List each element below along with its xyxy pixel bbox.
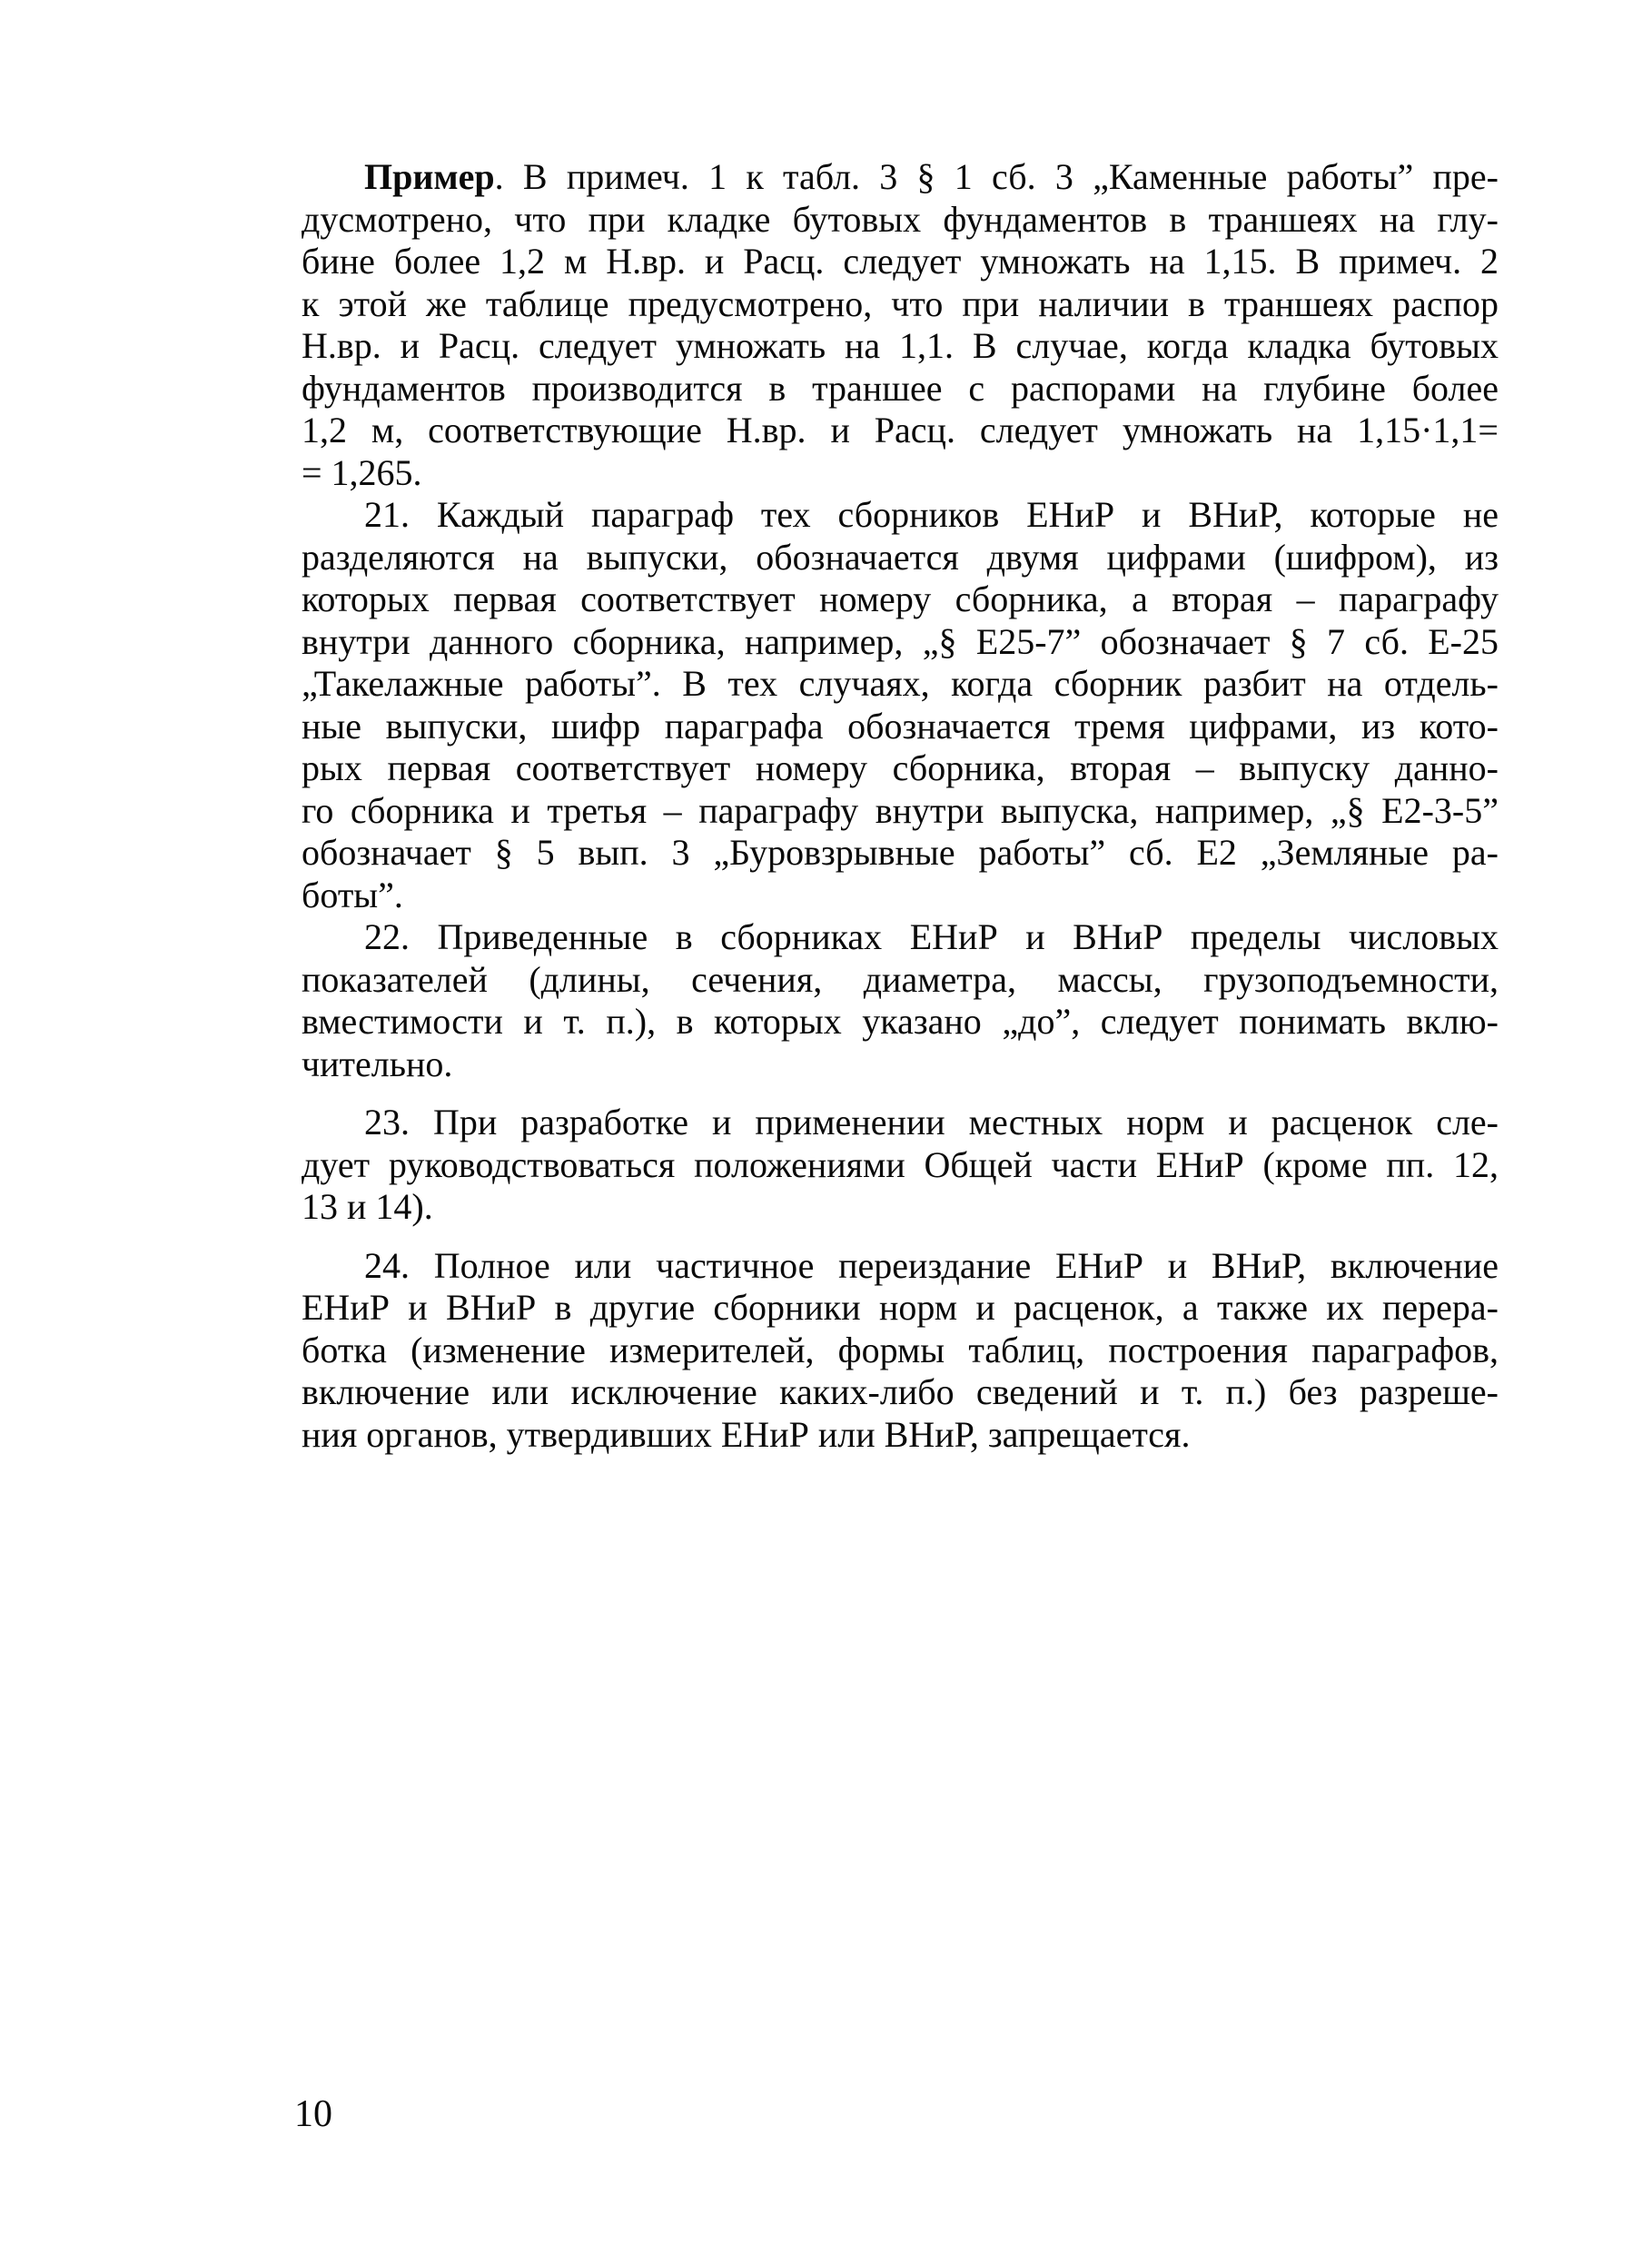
text-line: вместимости и т. п.), в которых указано „до”, следует понимать вклю- xyxy=(302,1001,1499,1042)
text-line: „Такелажные работы”. В тех случаях, когда сборник разбит на отдель- xyxy=(302,663,1499,704)
text-line: рых первая соответствует номеру сборника, вторая – выпуску данно- xyxy=(302,747,1499,788)
text-line: дусмотрено, что при кладке бутовых фундаментов в траншеях на глу- xyxy=(302,198,1499,240)
text-line: внутри данного сборника, например, „§ Е25-7” обозначает § 7 сб. Е-25 xyxy=(302,620,1499,662)
paragraph-23 xyxy=(302,1102,1499,1229)
text-line: дует руководствоваться положениями Общей части ЕНиР (кроме пп. 12, xyxy=(302,1143,1499,1185)
paragraph-22 xyxy=(302,916,1499,1085)
paragraph-21 xyxy=(302,494,1499,916)
text-line: чительно. xyxy=(302,1043,453,1084)
text-line: го сборника и третья – параграфу внутри выпуска, например, „§ Е2-3-5” xyxy=(302,789,1499,831)
text-line: 24. Полное или частичное переиздание ЕНиР и ВНиР, включение xyxy=(364,1244,1499,1286)
text-line: включение или исключение каких-либо сведений и т. п.) без разреше- xyxy=(302,1371,1499,1412)
text-line: фундаментов производится в траншее с распорами на глубине более xyxy=(302,367,1499,409)
text-line: 22. Приведенные в сборниках ЕНиР и ВНиР пределы числовых xyxy=(364,916,1499,957)
text-line: 21. Каждый параграф тех сборников ЕНиР и ВНиР, которые не xyxy=(364,494,1499,535)
text-line: бине более 1,2 м Н.вр. и Расц. следует умножать на 1,15. В примеч. 2 xyxy=(302,241,1499,282)
example-paragraph xyxy=(302,156,1499,494)
text-line: 13 и 14). xyxy=(302,1186,433,1227)
text-line: разделяются на выпуски, обозначается двумя цифрами (шифром), из xyxy=(302,536,1499,578)
text-line: 1,2 м, соответствующие Н.вр. и Расц. следует умножать на 1,15·1,1= xyxy=(302,410,1499,450)
text-line: ные выпуски, шифр параграфа обозначается тремя цифрами, из кото- xyxy=(302,705,1499,747)
paragraph-24 xyxy=(302,1245,1499,1457)
page-number: 10 xyxy=(294,2093,332,2135)
text-line: ния органов, утвердивших ЕНиР или ВНиР, запрещается. xyxy=(302,1413,1191,1455)
example-first-line: . В примеч. 1 к табл. 3 § 1 сб. 3 „Каменные работы” пре- xyxy=(494,156,1499,197)
example-label: Пример xyxy=(364,156,495,197)
text-line xyxy=(302,156,1499,199)
text-line: к этой же таблице предусмотрено, что при наличии в траншеях распор xyxy=(302,282,1499,324)
text-line: боты”. xyxy=(302,874,403,915)
text-line: ЕНиР и ВНиР в другие сборники норм и расценок, а также их перера- xyxy=(302,1287,1499,1328)
text-line: 23. При разработке и применении местных норм и расценок сле- xyxy=(364,1102,1499,1142)
text-line: обозначает § 5 вып. 3 „Буровзрывные работы” сб. Е2 „Земляные ра- xyxy=(302,832,1499,873)
text-line: = 1,265. xyxy=(302,451,422,493)
text-line: Н.вр. и Расц. следует умножать на 1,1. В случае, когда кладка бутовых xyxy=(302,325,1499,366)
text-line: ботка (изменение измерителей, формы таблиц, построения параграфов, xyxy=(302,1329,1499,1370)
document-page xyxy=(302,156,1499,1456)
text-line: которых первая соответствует номеру сборника, а вторая – параграфу xyxy=(302,579,1499,619)
text-line: показателей (длины, сечения, диаметра, массы, грузоподъемности, xyxy=(302,958,1499,1000)
